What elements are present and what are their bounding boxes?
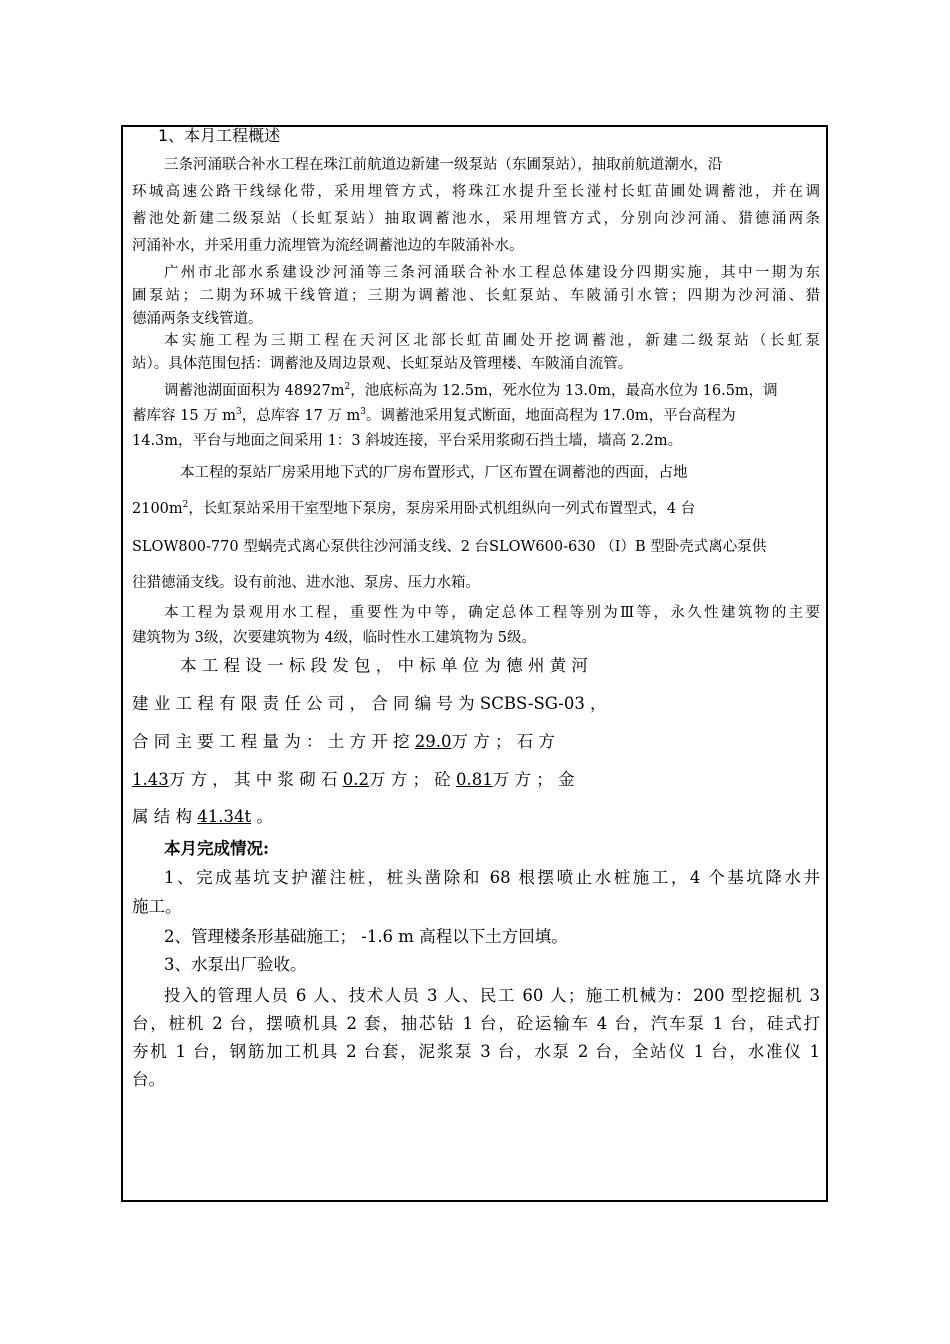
masonry-value: 0.2 [342, 770, 369, 789]
p1-line-2: 环城高速公路干线绿化带，采用埋管方式，将珠江水提升至长湴村长虹苗圃处调蓄池，并在调 [132, 184, 820, 200]
progress-heading: 本月完成情况: [164, 839, 270, 858]
contract-line-5: 属 结 构 41.34t 。 [132, 807, 273, 826]
p1-line-4: 河涌补水，并采用重力流埋管为流经调蓄池边的车陂涌补水。 [132, 238, 524, 254]
p6-line-2: 建筑物为 3级，次要建筑物为 4级，临时性水工建筑物为 5级。 [132, 630, 537, 646]
p3-line-2: 站）。具体范围包括：调蓄池及周边景观、长虹泵站及管理楼、车陂涌自流管。 [132, 356, 633, 372]
p2-line-3: 德涌两条支线管道。 [132, 311, 263, 327]
p5-line-3: SLOW800-770 型蜗壳式离心泵供往沙河涌支线、2 台SLOW600-630 （Ⅰ）B 型卧壳式离心泵供 [132, 539, 767, 555]
resources-line-2: 台，桩机 2 台，摆喷机具 2 套，抽芯钻 1 台，砼运输车 4 台，汽车泵 1 台，硅式打 [132, 1014, 820, 1033]
resources-line-4: 台。 [132, 1070, 165, 1089]
p1-line-1: 三条河涌联合补水工程在珠江前航道边新建一级泵站（东圃泵站），抽取前航道潮水，沿 [164, 157, 723, 173]
p4-line-3: 14.3m，平台与地面之间采用 1：3 斜坡连接，平台采用浆砌石挡土墙，墙高 2.2m。 [132, 433, 683, 449]
p6-line-1: 本工程为景观用水工程，重要性为中等，确定总体工程等别为Ⅲ等，永久性建筑物的主要 [164, 605, 820, 621]
p1-line-3: 蓄池处新建二级泵站（长虹泵站）抽取调蓄池水，采用埋管方式，分别向沙河涌、猎德涌两条 [132, 211, 820, 227]
p2-line-2: 圃泵站；二期为环城干线管道；三期为调蓄池、长虹泵站、车陂涌引水管；四期为沙河涌、猎 [132, 288, 820, 304]
contract-line-1: 本 工 程 设 一 标 段 发 包 ， 中 标 单 位 为 德 州 黄 河 [180, 656, 588, 675]
contract-line-3: 合 同 主 要 工 程 量 为 ： 土 方 开 挖 29.0万 方 ； 石 方 [132, 732, 555, 751]
p3-line-1: 本实施工程为三期工程在天河区北部长虹苗圃处开挖调蓄池，新建二级泵站（长虹泵 [164, 333, 820, 349]
p5-line-4: 往猎德涌支线。设有前池、进水池、泵房、压力水箱。 [132, 575, 480, 591]
progress-item-1: 1、完成基坑支护灌注桩，桩头凿除和 68 根摆喷止水桩施工，4 个基坑降水井 [164, 868, 820, 887]
progress-item-2: 2、管理楼条形基础施工； -1.6 m 高程以下土方回填。 [164, 927, 568, 946]
contract-line-4: 1.43万 方 ， 其 中 浆 砌 石 0.2万 方 ； 砼 0.81万 方 ； 金 [132, 770, 575, 789]
metal-value: 41.34t [197, 807, 252, 826]
p5-line-1: 本工程的泵站厂房采用地下式的厂房布置形式，厂区布置在调蓄池的西面，占地 [180, 465, 688, 481]
p2-line-1: 广州市北部水系建设沙河涌等三条河涌联合补水工程总体建设分四期实施，其中一期为东 [164, 265, 820, 281]
progress-item-1-cont: 施工。 [132, 897, 182, 916]
stone-value: 1.43 [132, 770, 169, 789]
concrete-value: 0.81 [455, 770, 493, 789]
contract-line-2: 建 业 工 程 有 限 责 任 公 司 ， 合 同 编 号 为 SCBS-SG-03 ， [132, 694, 607, 713]
section-title: 1、本月工程概述 [158, 126, 281, 145]
progress-item-3: 3、水泵出厂验收。 [164, 955, 307, 974]
resources-line-1: 投入的管理人员 6 人、技术人员 3 人、民工 60 人；施工机械为：200 型挖掘机 3 [164, 986, 820, 1005]
earthwork-value: 29.0 [414, 732, 452, 751]
resources-line-3: 夯机 1 台，钢筋加工机具 2 台套，泥浆泵 3 台，水泵 2 台，全站仪 1 台，水准仪 1 [132, 1042, 820, 1061]
p5-line-2: $2100m^2$，长虹泵站采用干室型地下泵房，泵房采用卧式机组纵向一列式布置型式，4 台 [132, 500, 696, 517]
p4-line-2: 蓄库容 15 万 $m^3$，总库容 17 万 $m^3$。调蓄池采用复式断面，地面高程为 17.0m，平台高程为 [132, 407, 736, 424]
p4-line-1: 调蓄池湖面面积为 $48927m^2$，池底标高为 12.5m，死水位为 13.0m，最高水位为 16.5m，调 [164, 382, 778, 399]
